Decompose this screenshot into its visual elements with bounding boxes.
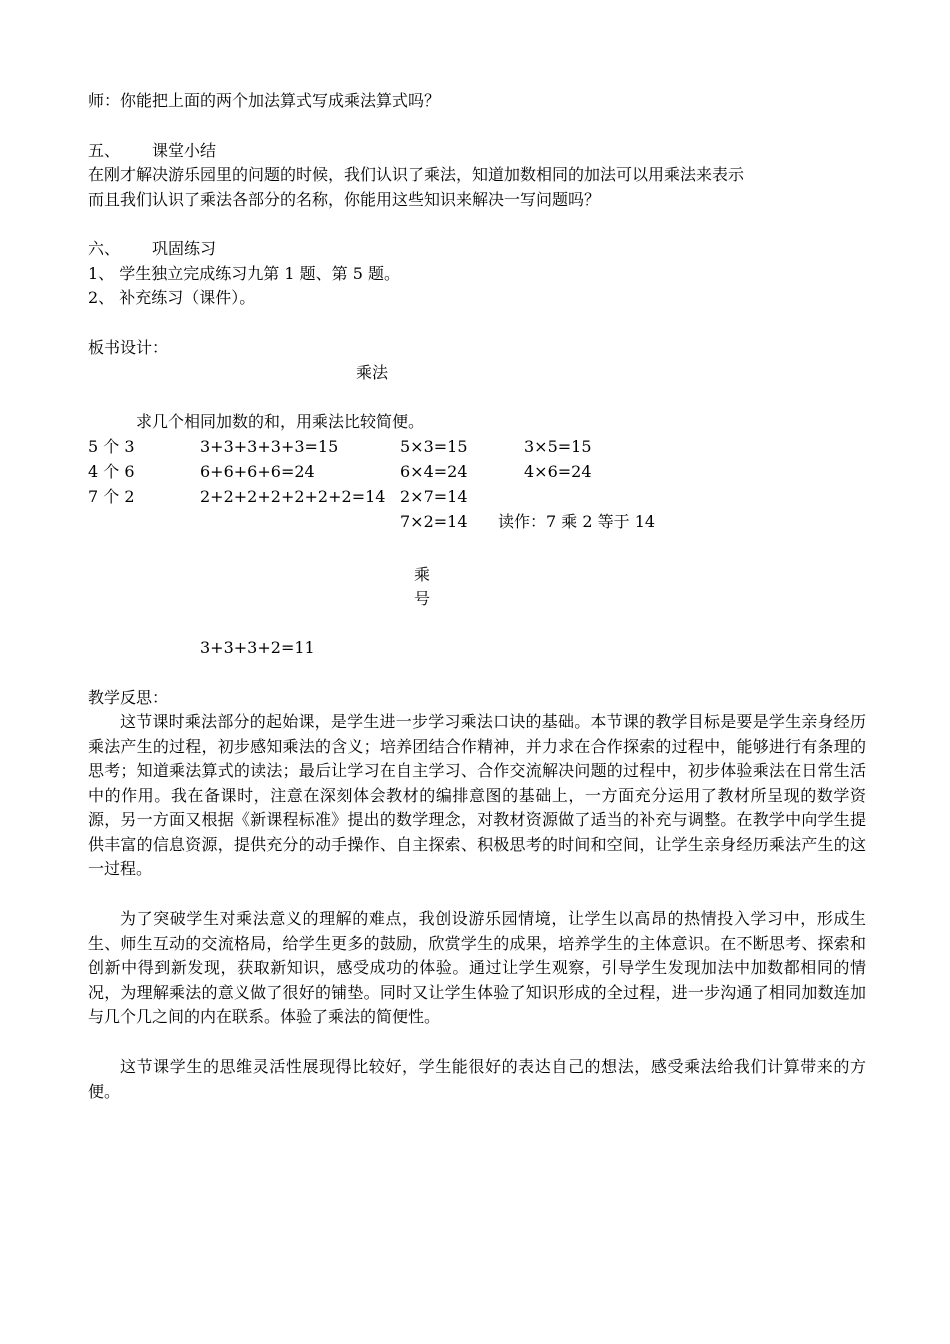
board-design-label: 板书设计：	[88, 338, 169, 357]
reflection-paragraph: 这节课学生的思维灵活性展现得比较好，学生能很好的表达自己的想法，感受乘法给我们计算带来的方便。	[88, 1057, 866, 1101]
board-row-addition: 6+6+6+6=24	[200, 462, 315, 481]
board-row-multiplication-alt: 3×5=15	[524, 437, 592, 456]
exercise-item: 2、 补充练习（课件）。	[88, 288, 256, 307]
board-read-as: 读作：7 乘 2 等于 14	[498, 512, 656, 531]
section5-number: 五、	[88, 141, 121, 160]
board-example-equation: 3+3+3+2=11	[200, 638, 315, 657]
teacher-question: 师：你能把上面的两个加法算式写成乘法算式吗？	[88, 91, 441, 110]
board-summary: 求几个相同加数的和，用乘法比较简便。	[136, 412, 425, 431]
board-row-desc: 7 个 2	[88, 487, 135, 506]
board-title: 乘法	[356, 363, 389, 382]
board-row-multiplication: 6×4=24	[400, 462, 468, 481]
board-extra-multiplication: 7×2=14	[400, 512, 468, 531]
board-row-multiplication: 5×3=15	[400, 437, 468, 456]
section6-number: 六、	[88, 239, 121, 258]
section6-title: 巩固练习	[152, 239, 217, 258]
multiplication-sign-label-char1: 乘	[413, 565, 430, 584]
reflection-label: 教学反思：	[88, 688, 169, 707]
section5-title: 课堂小结	[152, 141, 217, 160]
section5-text-line2: 而且我们认识了乘法各部分的名称，你能用这些知识来解决一写问题吗？	[88, 190, 601, 209]
reflection-paragraph: 这节课时乘法部分的起始课，是学生进一步学习乘法口诀的基础。本节课的教学目标是要是学生亲身经历乘法产生的过程，初步感知乘法的含义；培养团结合作精神，并力求在合作探索的过程中，能够进行有条理的思考；知道乘法算式的读法；最后让学习在自主学习、合作交流解决问题的过程中，初步体验乘法在日常生活中的作用。我在备课时，注意在深刻体会教材的编排意图的基础上，一方面充分运用了教材所呈现的数学资源，另一方面又根据《新课程标准》提出的数学理念，对教材资源做了适当的补充与调整。在教学中向学生提供丰富的信息资源，提供充分的动手操作、自主探索、积极思考的时间和空间，让学生亲身经历乘法产生的这一过程。	[88, 712, 866, 878]
board-row-addition: 3+3+3+3+3=15	[200, 437, 339, 456]
multiplication-sign-label-char2: 号	[413, 589, 430, 608]
section5-text-line1: 在刚才解决游乐园里的问题的时候，我们认识了乘法，知道加数相同的加法可以用乘法来表示	[88, 165, 745, 184]
reflection-paragraph: 为了突破学生对乘法意义的理解的难点，我创设游乐园情境，让学生以高昂的热情投入学习中，形成生生、师生互动的交流格局，给学生更多的鼓励，欣赏学生的成果，培养学生的主体意识。在不断思考、探索和创新中得到新发现，获取新知识，感受成功的体验。通过让学生观察，引导学生发现加法中加数都相同的情况，为理解乘法的意义做了很好的铺垫。同时又让学生体验了知识形成的全过程，进一步沟通了相同加数连加与几个几之间的内在联系。体验了乘法的简便性。	[88, 909, 866, 1026]
board-row-multiplication: 2×7=14	[400, 487, 468, 506]
board-row-multiplication-alt: 4×6=24	[524, 462, 592, 481]
exercise-item: 1、 学生独立完成练习九第 1 题、第 5 题。	[88, 264, 400, 283]
board-row-desc: 5 个 3	[88, 437, 135, 456]
board-row-addition: 2+2+2+2+2+2+2=14	[200, 487, 386, 506]
board-row-desc: 4 个 6	[88, 462, 135, 481]
